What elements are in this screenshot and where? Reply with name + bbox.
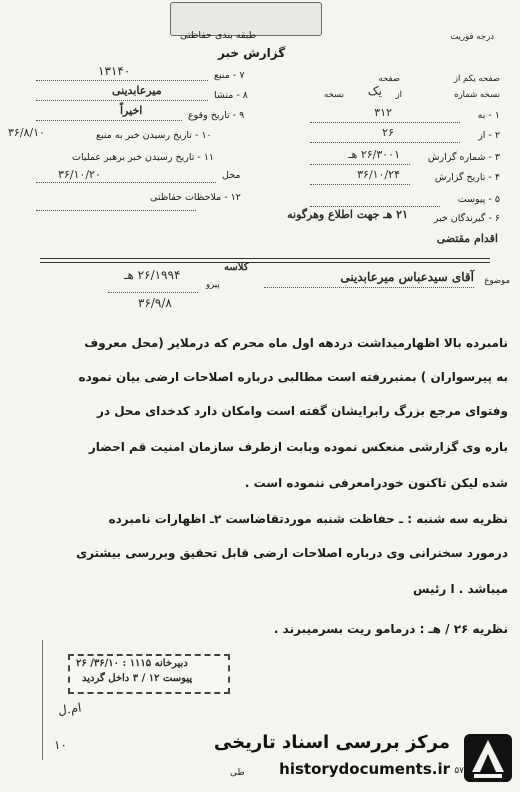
ref-value: ۲۶/۱۹۹۴ هـ	[124, 268, 181, 282]
watermark-title: مرکز بررسی اسناد تاریخی	[213, 732, 450, 753]
field-6-value-2: اقدام مقتضی	[436, 232, 498, 245]
field-3-label: ۳ - شماره گزارش	[427, 152, 500, 163]
body-line-1: نامبرده بالا اظهارمیداشت دردهه اول ماه محرم که درملایر (محل معروف	[84, 336, 508, 350]
body-line-2: به پیرسواران ) بمنبررفته است مطالبی درباره اصلاحات ارضی بیان نموده	[78, 370, 508, 384]
field-7-value: ۱۳۱۴۰	[98, 64, 131, 78]
copy-count-label: نسخه	[324, 90, 344, 100]
classification-label: طبقه بندی حفاظتی	[180, 30, 257, 41]
body-line-5: شده لیکن تاکنون خودرامعرفی ننموده است .	[244, 476, 508, 490]
archive-watermark	[213, 726, 520, 792]
field-12-label: ۱۲ - ملاحظات حفاظتی	[150, 192, 241, 203]
ref-label: پیرو	[206, 280, 220, 290]
field-8-label: ۸ - منشا	[214, 90, 248, 101]
body-line-3: وفتوای مرجع بزرگ رابرایشان گفته است وامکان دارد کدخدای محل در	[96, 404, 508, 418]
subject-label: موضوع	[484, 276, 510, 286]
margin-note-1: ام.ل	[57, 700, 83, 718]
archive-logo-icon	[462, 732, 514, 784]
body-line-4: باره وی گزارشی منعکس نموده وبابت ازطرف سازمان امنیت قم احضار	[88, 440, 508, 454]
field-2-value: ۲۶	[382, 126, 394, 139]
ref-mark: کلاسه	[224, 262, 249, 273]
field-10-value: ۳۶/۸/۱۰	[8, 126, 45, 139]
receipt-line-1: دبیرخانه ۱۱۱۵ : ۳۶/۱۰/ ۲۶	[76, 658, 188, 669]
final-opinion-line: نظریه ۲۶ / هـ : درمامو ریت بسرمیبرند .	[273, 622, 508, 636]
field-3-value: ۲۶/۳۰۰۱ هـ	[348, 148, 400, 161]
report-title: گزارش خبر	[218, 46, 286, 60]
watermark-page-number: ۵۷	[454, 766, 464, 776]
margin-note-2: ۱۰	[54, 738, 67, 752]
field-2-label: ۲ - از	[478, 130, 500, 141]
opinion-line-1: نظریه سه شنبه : ـ حفاظت شنبه موردتقاضاست ۲ـ اظهارات نامبرده	[108, 512, 508, 526]
copy-label: نسخه شماره	[454, 90, 500, 100]
receipt-line-2: پیوست ۱۲ / ۳ داخل گردید	[82, 673, 193, 684]
field-4-value: ۳۶/۱۰/۲۴	[357, 168, 400, 181]
field-11-value: ۳۶/۱۰/۲۰	[58, 168, 101, 181]
field-7-label: ۷ - منبع	[214, 70, 245, 81]
field-9-label: ۹ - تاریخ وقوع	[188, 110, 245, 121]
opinion-line-2: درمورد سخنرانی وی درباره اصلاحات ارضی قابل تحقیق وبررسی بیشتری	[76, 546, 508, 560]
field-11-label: ۱۱ - تاریخ رسیدن خبر برهبر عملیات	[72, 152, 215, 163]
field-9-value: اخیراً	[120, 104, 143, 117]
subject-value: آقای سیدعباس میرعابدینی	[340, 270, 474, 284]
field-8-value: میرعابدینی	[112, 84, 162, 97]
field-5-label: ۵ - پیوست	[457, 194, 500, 205]
watermark-footer-word: طی	[230, 768, 245, 778]
field-6-value: ۲۱ هـ جهت اطلاع وهرگونه	[287, 208, 408, 221]
field-10-label: ۱۰ - تاریخ رسیدن خبر به منبع	[96, 130, 212, 141]
page-of-label: صفحه	[378, 74, 400, 84]
copy-value: یک	[367, 84, 382, 98]
ref-date: ۳۶/۹/۸	[138, 296, 172, 310]
page-label: صفحه یکم از	[453, 74, 500, 84]
opinion-line-3: میباشد . ا رئیس	[413, 582, 508, 596]
copy-from-label: از	[395, 90, 402, 100]
degree-label: درجه فوریت	[450, 32, 494, 42]
field-4-label: ۴ - تاریخ گزارش	[434, 172, 500, 183]
field-11-place-label: محل	[222, 170, 241, 181]
field-1-value: ۳۱۲	[374, 106, 392, 119]
field-1-label: ۱ - به	[477, 110, 500, 121]
field-6-label: ۶ - گیرندگان خبر	[433, 213, 500, 224]
watermark-url: historydocuments.ir	[279, 760, 450, 778]
